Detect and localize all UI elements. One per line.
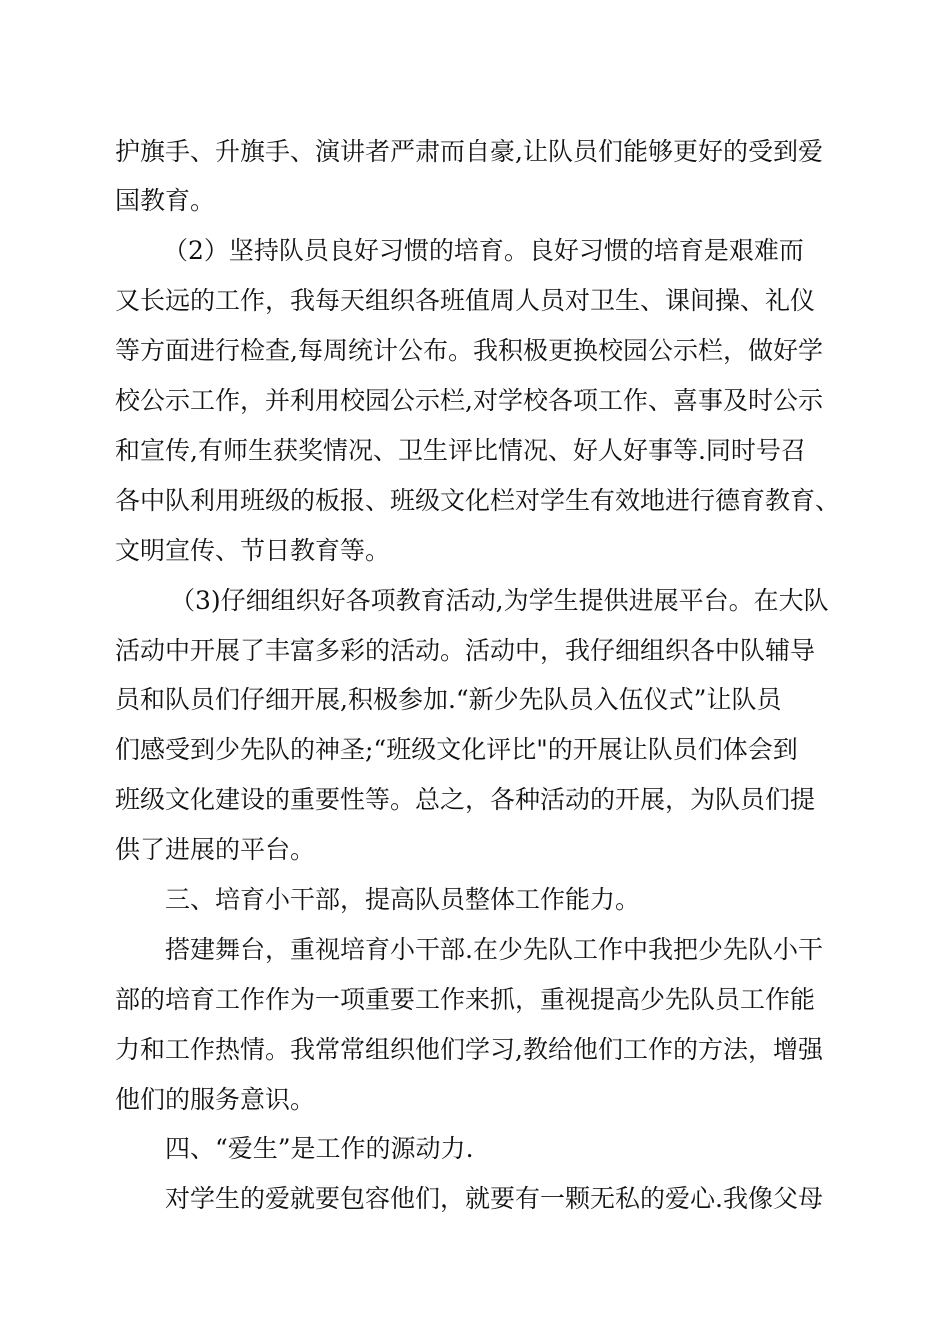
text-line: 国教育。 xyxy=(115,186,216,215)
text-line: 等方面进行检查,每周统计公布。我积极更换校园公示栏，做好学 xyxy=(115,336,823,365)
text-line: 各中队利用班级的板报、班级文化栏对学生有效地进行德育教育、 xyxy=(115,486,841,515)
section-heading: 三、培育小干部，提高队员整体工作能力。 xyxy=(165,885,641,914)
text-line: 班级文化建设的重要性等。总之，各种活动的开展，为队员们提 xyxy=(115,785,816,814)
text-line: 又长远的工作，我每天组织各班值周人员对卫生、课间操、礼仪 xyxy=(115,286,816,315)
text-line: 护旗手、升旗手、演讲者严肃而自豪,让队员们能够更好的受到爱 xyxy=(115,137,823,166)
text-line: 供了进展的平台。 xyxy=(115,835,316,864)
text-line: 员和队员们仔细开展,积极参加.“新少先队员入伍仪式”让队员 xyxy=(115,685,782,714)
section-heading: 四、“爱生”是工作的源动力. xyxy=(165,1134,474,1163)
text-line: 活动中开展了丰富多彩的活动。活动中，我仔细组织各中队辅导 xyxy=(115,636,816,665)
paragraph-start: 搭建舞台，重视培育小干部.在少先队工作中我把少先队小干 xyxy=(165,935,823,964)
text-line: 校公示工作，并利用校园公示栏,对学校各项工作、喜事及时公示 xyxy=(115,386,823,415)
paragraph-start: （2）坚持队员良好习惯的培育。良好习惯的培育是艰难而 xyxy=(163,236,804,265)
text-line: 他们的服务意识。 xyxy=(115,1085,316,1114)
text-line: 部的培育工作作为一项重要工作来抓，重视提高少先队员工作能 xyxy=(115,985,816,1014)
text-line: 和宣传,有师生获奖情况、卫生评比情况、好人好事等.同时号召 xyxy=(115,436,806,465)
text-line: 力和工作热情。我常常组织他们学习,教给他们工作的方法，增强 xyxy=(115,1035,823,1064)
text-line: 们感受到少先队的神圣;“班级文化评比"的开展让队员们体会到 xyxy=(115,735,798,764)
paragraph-start: （3)仔细组织好各项教育活动,为学生提供进展平台。在大队 xyxy=(170,586,829,615)
text-line: 文明宣传、节日教育等。 xyxy=(115,536,391,565)
paragraph-start: 对学生的爱就要包容他们，就要有一颗无私的爱心.我像父母 xyxy=(165,1184,823,1213)
